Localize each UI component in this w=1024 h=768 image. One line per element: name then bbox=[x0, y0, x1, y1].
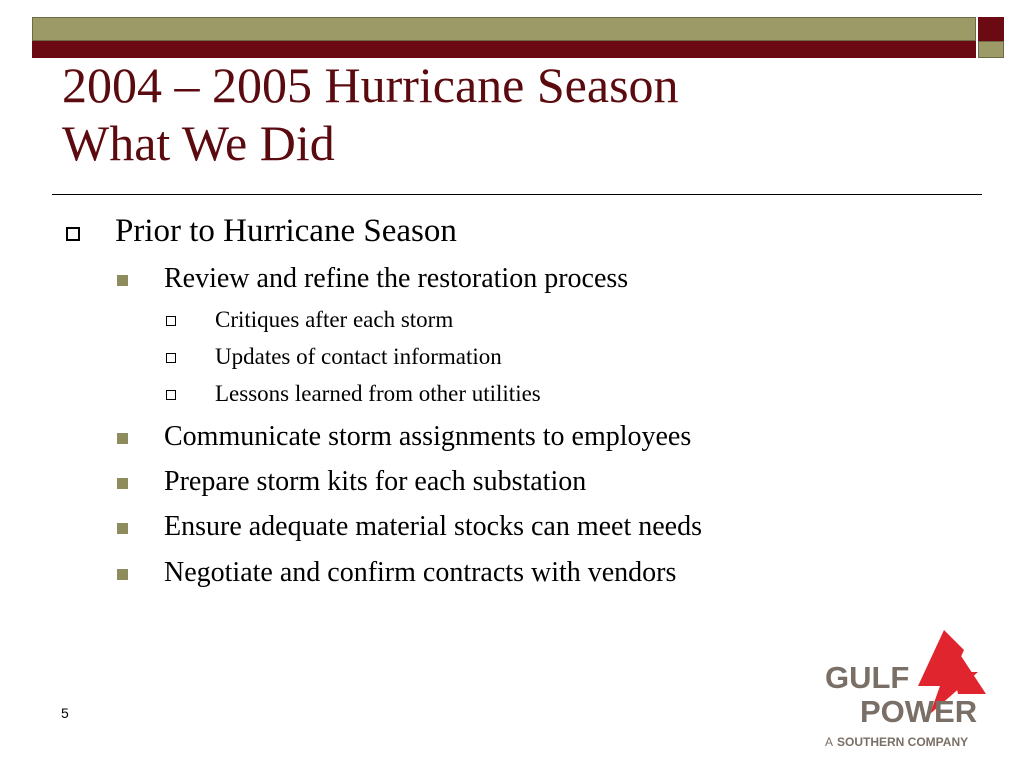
bullet-review: Review and refine the restoration process bbox=[164, 263, 629, 294]
filled-square-bullet-icon bbox=[117, 275, 128, 286]
logo-tagline: SOUTHERN COMPANY bbox=[837, 735, 969, 749]
bullet-item: Prepare storm kits for each substation bbox=[164, 466, 587, 497]
filled-square-bullet-icon bbox=[117, 433, 128, 444]
bullet-item: Communicate storm assignments to employees bbox=[164, 421, 692, 452]
hollow-square-bullet-icon bbox=[166, 353, 176, 363]
filled-square-bullet-icon bbox=[117, 523, 128, 534]
bullet-level-1: Prior to Hurricane Season bbox=[115, 213, 457, 249]
slide-number: 5 bbox=[61, 705, 69, 721]
slide-title-line-1: 2004 – 2005 Hurricane Season bbox=[62, 57, 679, 113]
bullet-item: Ensure adequate material stocks can meet needs bbox=[164, 511, 702, 542]
sub-bullet-item: Updates of contact information bbox=[215, 344, 502, 369]
filled-square-bullet-icon bbox=[117, 478, 128, 489]
bullet-item: Negotiate and confirm contracts with vendors bbox=[164, 557, 677, 588]
sub-bullet-item: Critiques after each storm bbox=[215, 307, 454, 332]
gulf-power-logo bbox=[818, 628, 1008, 754]
hollow-square-bullet-icon bbox=[166, 390, 176, 400]
sub-bullet-item: Lessons learned from other utilities bbox=[215, 381, 541, 406]
hollow-square-bullet-icon bbox=[66, 227, 80, 241]
hollow-square-bullet-icon bbox=[166, 316, 176, 326]
logo-word-power: POWER bbox=[860, 694, 978, 729]
filled-square-bullet-icon bbox=[117, 569, 128, 580]
logo-word-gulf: GULF bbox=[825, 660, 910, 695]
logo-tagline-prefix: A bbox=[825, 735, 834, 749]
slide-title-line-2: What We Did bbox=[62, 115, 335, 171]
